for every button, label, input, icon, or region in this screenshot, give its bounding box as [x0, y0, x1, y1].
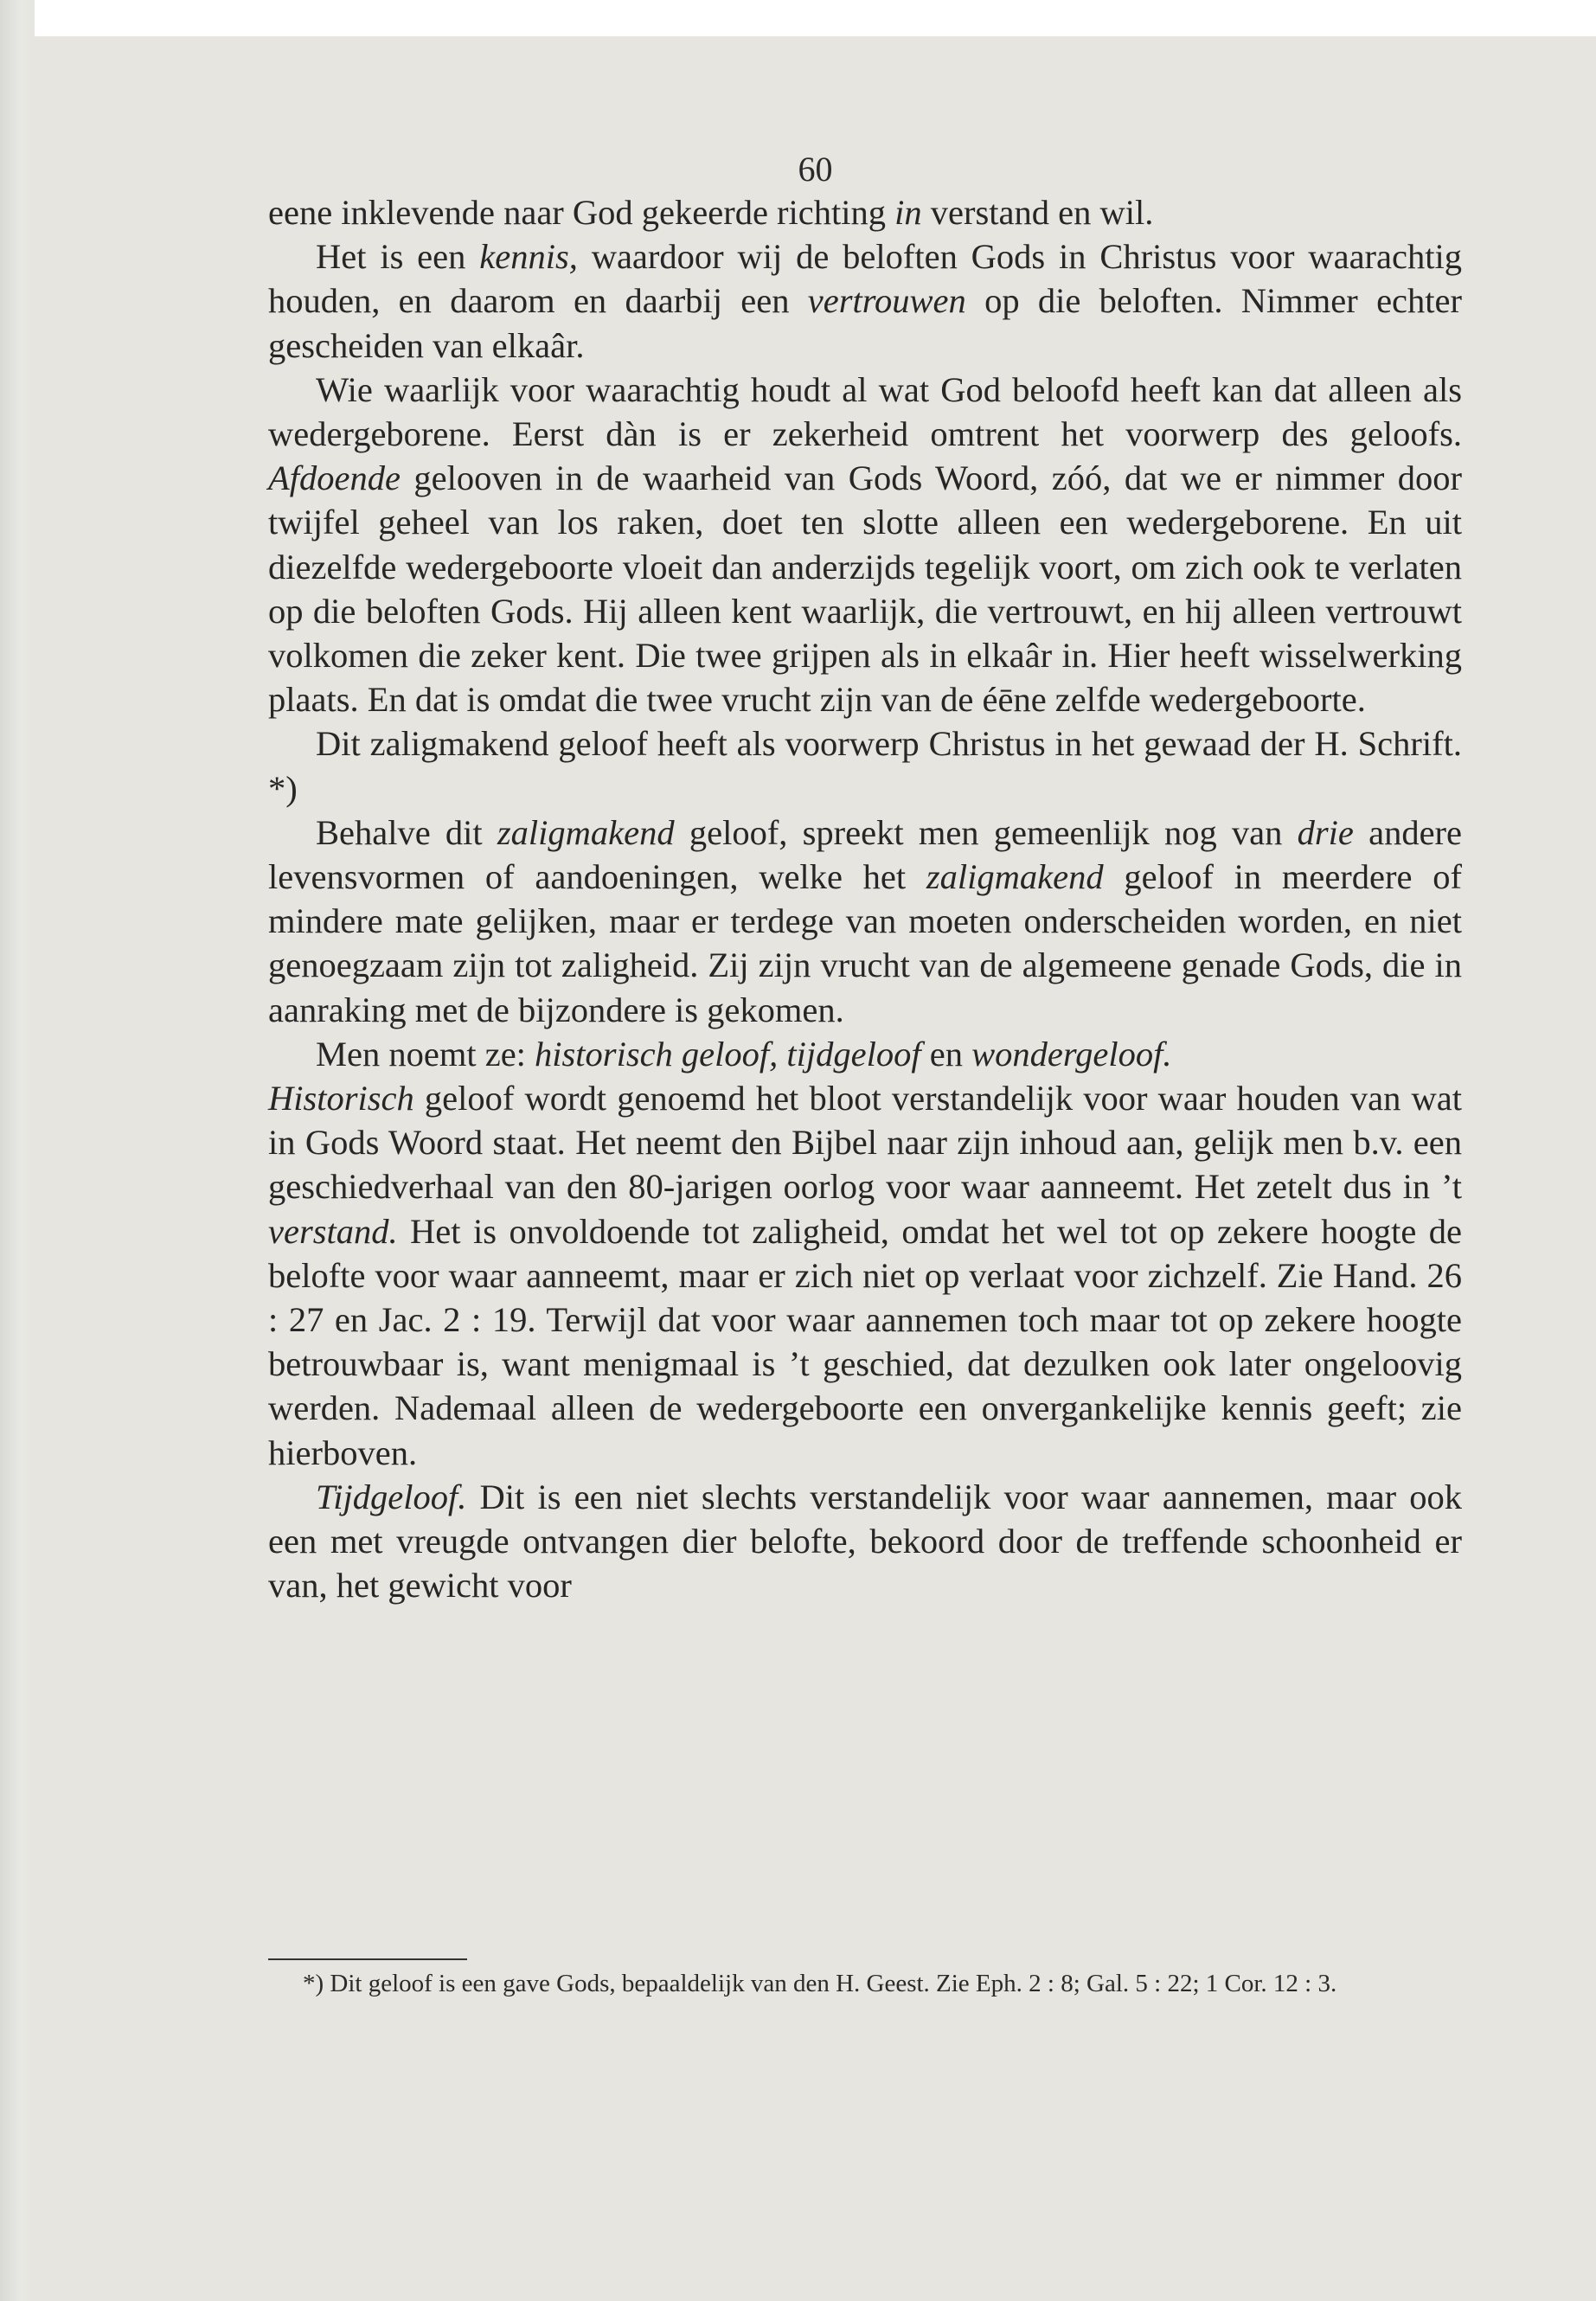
italic-text: Tijdgeloof.	[316, 1477, 467, 1516]
italic-text: verstand.	[268, 1211, 398, 1251]
text-run: Het is onvoldoende tot zaligheid, omdat het wel tot op zekere hoogte de belofte voor waar aanneemt, maar er zich niet op verlaat voor zichzelf. Zie Hand. 26 : 27 en Jac. 2 : 19. Terwijl dat voor waar aannemen toch maar tot op zekere hoogte betrouwbaar is, want menigmaal is ’t geschied, dat dezulken ook later ongeloovig werden. Nademaal alleen de wedergeboorte een onvergankelijke kennis geeft; zie hierboven.	[268, 1211, 1462, 1472]
paragraph	[268, 721, 1462, 810]
italic-text: in	[894, 193, 922, 232]
italic-text: vertrouwen	[807, 281, 966, 321]
scan-left-margin	[0, 0, 35, 2301]
text-run: en	[920, 1034, 972, 1074]
text-run: geloof, spreekt men gemeenlijk nog van	[674, 812, 1298, 852]
scan-top-margin	[0, 0, 1596, 36]
text-run: geloof in meerdere of mindere mate gelijken, maar er terdege van moeten onderscheiden worden, en niet genoegzaam zijn tot zaligheid. Zij zijn vrucht van de algemeene genade Gods, die in aanraking met de bijzondere is gekomen.	[268, 857, 1462, 1029]
italic-text: zaligmakend	[497, 812, 675, 852]
footnote-divider	[268, 1958, 467, 1960]
paragraph	[268, 190, 1462, 234]
paragraph	[268, 811, 1462, 1032]
text-run: andere levensvormen of aandoeningen, welke het	[268, 812, 1463, 897]
italic-text: Historisch	[268, 1079, 414, 1118]
text-run: Behalve dit	[316, 812, 497, 852]
text-run: Men noemt ze:	[316, 1034, 535, 1074]
paragraph	[268, 234, 1462, 368]
text-run: waardoor wij de beloften Gods in Christus voor waarachtig houden, en daarom en daarbij een	[268, 237, 1462, 321]
text-run: Wie waarlijk voor waarachtig houdt al wat God beloofd heeft kan dat alleen als wedergeborene. Eerst dàn is er zekerheid omtrent het voorwerp des geloofs.	[268, 369, 1462, 454]
italic-text: zaligmakend	[926, 857, 1104, 897]
text-run: eene inklevende naar God gekeerde richting	[268, 193, 895, 232]
italic-text: Afdoende	[268, 458, 401, 498]
footnote-text: *) Dit geloof is een gave Gods, bepaaldelijk van den H. Geest. Zie Eph. 2 : 8; Gal. 5 : 22; 1 Cor. 12 : 3.	[303, 1970, 1337, 1997]
paragraph	[268, 1475, 1462, 1608]
paragraph	[268, 1032, 1462, 1076]
italic-text: historisch geloof, tijdgeloof	[535, 1034, 921, 1074]
text-run: geloof wordt genoemd het bloot verstandelijk voor waar houden van wat in Gods Woord staat. Het neemt den Bijbel naar zijn inhoud aan, gelijk men b.v. een geschiedverhaal van den 80-jarigen oorlog voor waar aanneemt. Het zetelt dus in ’t	[268, 1079, 1462, 1207]
text-run: Het is een	[316, 237, 480, 277]
text-run: Dit zaligmakend geloof heeft als voorwerp Christus in het gewaad der H. Schrift. *)	[268, 724, 1462, 808]
paragraph	[268, 368, 1462, 722]
paragraph	[268, 1076, 1462, 1475]
italic-text: wondergeloof.	[971, 1034, 1172, 1074]
italic-text: kennis,	[479, 237, 578, 277]
italic-text: drie	[1297, 812, 1354, 852]
text-run: Dit is een niet slechts verstandelijk voor waar aannemen, maar ook een met vreugde ontvangen dier belofte, bekoord door de treffende schoonheid er van, het gewicht voor	[268, 1477, 1462, 1606]
text-run: op die beloften. Nimmer echter gescheiden van elkaâr.	[268, 281, 1462, 365]
page-number: 60	[798, 150, 833, 189]
body-text	[268, 190, 1462, 1608]
text-run: gelooven in de waarheid van Gods Woord, zóó, dat we er nimmer door twijfel geheel van los raken, doet ten slotte alleen een wedergeborene. En uit diezelfde wedergeboorte vloeit dan anderzijds tegelijk voort, om zich ook te verlaten op die beloften Gods. Hij alleen kent waarlijk, die vertrouwt, en hij alleen vertrouwt volkomen die zeker kent. Die twee grijpen als in elkaâr in. Hier heeft wisselwerking plaats. En dat is omdat die twee vrucht zijn van de éēne zelfde wedergeboorte.	[268, 458, 1462, 720]
footnote	[268, 1967, 1462, 2000]
text-run: verstand en wil.	[921, 193, 1154, 232]
